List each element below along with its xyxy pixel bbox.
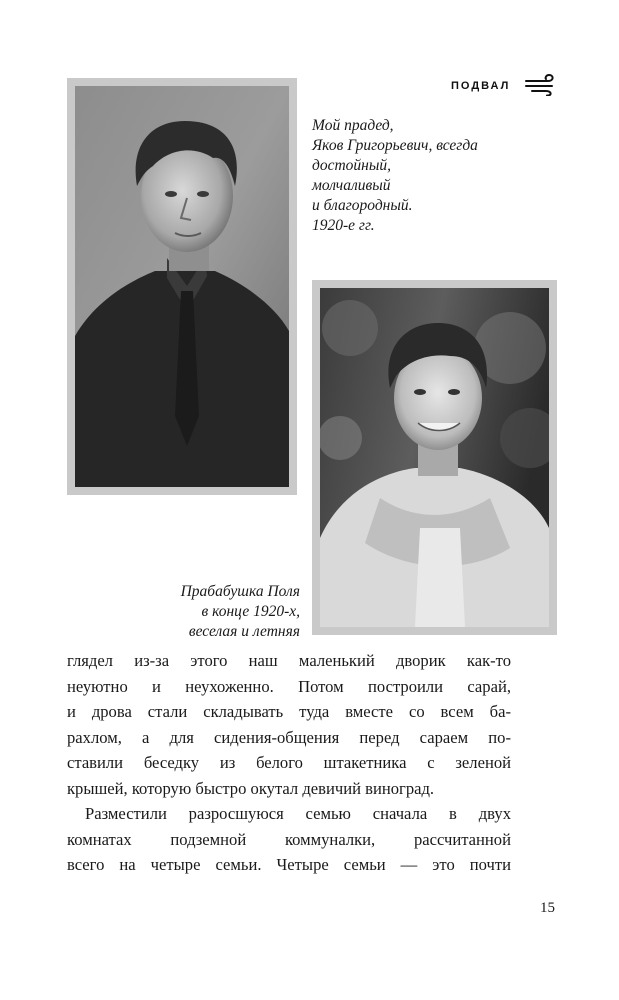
caption-line: веселая и летняя: [188, 623, 300, 640]
text-line: ставили беседку из белого штакетника с зеленой: [67, 753, 511, 772]
text-line: рахлом, а для сидения-общения перед сараем по-: [67, 727, 511, 747]
photo-frame-great-grandfather: [67, 78, 297, 495]
page-number: 15: [540, 900, 555, 916]
text-line: глядел из-за этого наш маленький дворик как-то: [67, 651, 511, 670]
caption-line: достойный,: [312, 157, 391, 174]
text-line: комнатах подземной коммуналки, рассчитанной: [67, 829, 511, 849]
paragraph: [67, 801, 511, 878]
caption-line: молчаливый: [312, 177, 391, 194]
text-line: и дрова стали складывать туда вместе со всем ба-: [67, 702, 511, 721]
caption-line: Мой прадед,: [312, 117, 394, 134]
photo-frame-great-grandmother: [312, 280, 557, 635]
body-text: [67, 648, 511, 878]
wind-icon: [524, 74, 558, 96]
section-title: ПОДВАЛ: [451, 80, 511, 92]
text-line: Разместили разросшуюся семью сначала в двух: [85, 804, 511, 823]
caption-line: Яков Григорьевич, всегда: [312, 137, 478, 154]
photo-caption-great-grandmother: [100, 582, 300, 642]
photo-great-grandfather: [75, 86, 289, 487]
photo-caption-great-grandfather: [312, 116, 522, 236]
caption-line: в конце 1920-х,: [201, 603, 300, 620]
text-line: неуютно и неухоженно. Потом построили сарай,: [67, 676, 511, 696]
caption-line: Прабабушка Поля: [180, 583, 300, 600]
caption-line: и благородный.: [312, 197, 413, 214]
text-line: крышей, которую быстро окутал девичий виноград.: [67, 778, 435, 798]
text-line: всего на четыре семьи. Четыре семьи — это почти: [67, 855, 511, 874]
caption-line: 1920-е гг.: [312, 217, 375, 234]
paragraph: [67, 648, 511, 801]
photo-great-grandmother: [320, 288, 549, 627]
